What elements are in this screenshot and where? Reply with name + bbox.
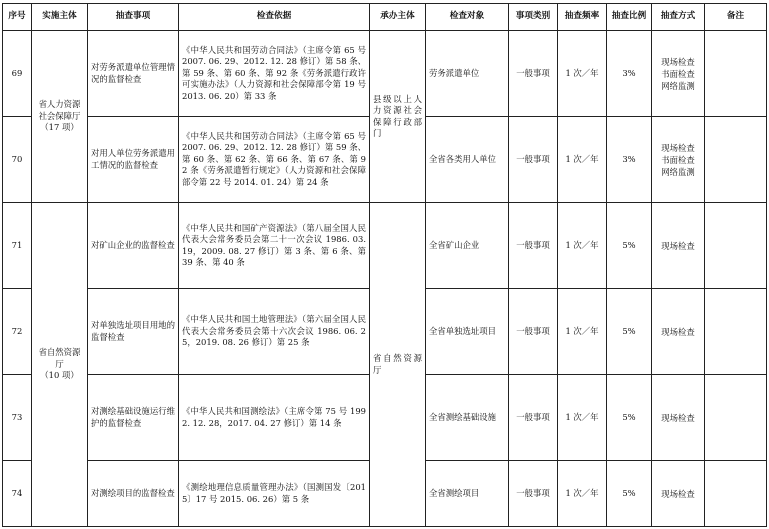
- row-category: 一般事项: [509, 31, 558, 117]
- method: 现场检查: [661, 326, 695, 337]
- row-ratio: 5%: [607, 289, 652, 375]
- row-ratio: 5%: [607, 203, 652, 289]
- row-basis: 《中华人民共和国测绘法》（主席令第 75 号 1992. 12. 28，2017. 04. 27 修订）第 14 条: [179, 375, 370, 461]
- row-category: 一般事项: [509, 289, 558, 375]
- header-ratio: 抽查比例: [607, 4, 652, 31]
- method: 网络监测: [661, 166, 695, 177]
- row-frequency: 1 次／年: [558, 289, 607, 375]
- row-item: 对劳务派遣单位管理情况的监督检查: [88, 31, 179, 117]
- row-methods: [652, 203, 705, 289]
- header-basis: 检查依据: [179, 4, 370, 31]
- implementer-line: 省自然资源厅: [38, 347, 81, 369]
- header-implementer: 实施主体: [32, 4, 88, 31]
- row-frequency: 1 次／年: [558, 31, 607, 117]
- method: 现场检查: [661, 412, 695, 423]
- row-object: 全省矿山企业: [426, 203, 509, 289]
- implementer-cell: [32, 31, 88, 203]
- header-methods: 抽查方式: [652, 4, 705, 31]
- row-ratio: 5%: [607, 461, 652, 527]
- header-row: [3, 4, 767, 31]
- row-no: 73: [3, 375, 32, 461]
- method: 现场检查: [661, 488, 695, 499]
- row-object: 全省测绘项目: [426, 461, 509, 527]
- header-no: 序号: [3, 4, 32, 31]
- undertaker-cell: 县级以上人力资源社会保障行政部门: [370, 31, 426, 203]
- row-remark: [705, 117, 767, 203]
- row-object: 全省各类用人单位: [426, 117, 509, 203]
- row-methods: [652, 375, 705, 461]
- row-category: 一般事项: [509, 117, 558, 203]
- row-remark: [705, 203, 767, 289]
- implementer-line: （17 项）: [40, 122, 79, 133]
- row-object: 劳务派遣单位: [426, 31, 509, 117]
- row-methods: [652, 117, 705, 203]
- row-frequency: 1 次／年: [558, 461, 607, 527]
- row-methods: [652, 289, 705, 375]
- header-object: 检查对象: [426, 4, 509, 31]
- row-no: 70: [3, 117, 32, 203]
- row-object: 全省单独选址项目: [426, 289, 509, 375]
- inspection-table: [2, 3, 767, 527]
- row-no: 72: [3, 289, 32, 375]
- row-category: 一般事项: [509, 461, 558, 527]
- undertaker-cell: 省自然资源厅: [370, 203, 426, 527]
- row-remark: [705, 289, 767, 375]
- header-undertaker: 承办主体: [370, 4, 426, 31]
- row-item: 对矿山企业的监督检查: [88, 203, 179, 289]
- method: 现场检查: [661, 56, 695, 67]
- row-ratio: 3%: [607, 117, 652, 203]
- row-basis: 《中华人民共和国劳动合同法》（主席令第 65 号 2007. 06. 29、2012. 12. 28 修订）第 59 条、第 60 条、第 62 条、第 66 条、第 67 条、第 92 条《劳务派遣暂行规定》（人力资源和社会保障部令第 22 号 2014. 01. 24）第 24 条: [179, 117, 370, 203]
- row-basis: 《中华人民共和国劳动合同法》（主席令第 65 号 2007. 06. 29、2012. 12. 28 修订）第 58 条、第 59 条、第 60 条、第 92 条《劳务派遣行政许可实施办法》（人力资源和社会保障部令第 19 号 2013. 06. 20）第 33 条: [179, 31, 370, 117]
- row-basis: 《测绘地理信息质量管理办法》（国测国发〔2015〕17 号 2015. 06. 26）第 5 条: [179, 461, 370, 527]
- row-basis: 《中华人民共和国土地管理法》（第六届全国人民代表大会常务委员会第十六次会议 1986. 06. 25，2019. 08. 26 修订）第 25 条: [179, 289, 370, 375]
- row-object: 全省测绘基础设施: [426, 375, 509, 461]
- row-item: 对测绘项目的监督检查: [88, 461, 179, 527]
- row-frequency: 1 次／年: [558, 117, 607, 203]
- row-item: 对测绘基础设施运行维护的监督检查: [88, 375, 179, 461]
- row-no: 69: [3, 31, 32, 117]
- header-category: 事项类别: [509, 4, 558, 31]
- row-ratio: 5%: [607, 375, 652, 461]
- row-remark: [705, 375, 767, 461]
- table-row: [3, 203, 767, 289]
- row-ratio: 3%: [607, 31, 652, 117]
- header-remark: 备注: [705, 4, 767, 31]
- row-methods: [652, 31, 705, 117]
- row-item: 对用人单位劳务派遣用工情况的监督检查: [88, 117, 179, 203]
- row-no: 71: [3, 203, 32, 289]
- implementer-line: （10 项）: [40, 370, 79, 381]
- row-methods: [652, 461, 705, 527]
- method: 书面检查: [661, 68, 695, 79]
- table-row: [3, 31, 767, 117]
- row-item: 对单独选址项目用地的监督检查: [88, 289, 179, 375]
- row-frequency: 1 次／年: [558, 203, 607, 289]
- method: 现场检查: [661, 142, 695, 153]
- row-frequency: 1 次／年: [558, 375, 607, 461]
- implementer-cell: [32, 203, 88, 527]
- row-category: 一般事项: [509, 375, 558, 461]
- method: 书面检查: [661, 154, 695, 165]
- method: 网络监测: [661, 80, 695, 91]
- implementer-line: 社会保障厅: [38, 110, 81, 121]
- header-frequency: 抽查频率: [558, 4, 607, 31]
- method: 现场检查: [661, 240, 695, 251]
- header-item: 抽查事项: [88, 4, 179, 31]
- implementer-line: 省人力资源: [38, 99, 81, 110]
- row-remark: [705, 31, 767, 117]
- row-basis: 《中华人民共和国矿产资源法》（第八届全国人民代表大会常务委员会第二十一次会议 1986. 03. 19，2009. 08. 27 修订）第 3 条、第 6 条、第 39 条、第 40 条: [179, 203, 370, 289]
- row-remark: [705, 461, 767, 527]
- row-no: 74: [3, 461, 32, 527]
- row-category: 一般事项: [509, 203, 558, 289]
